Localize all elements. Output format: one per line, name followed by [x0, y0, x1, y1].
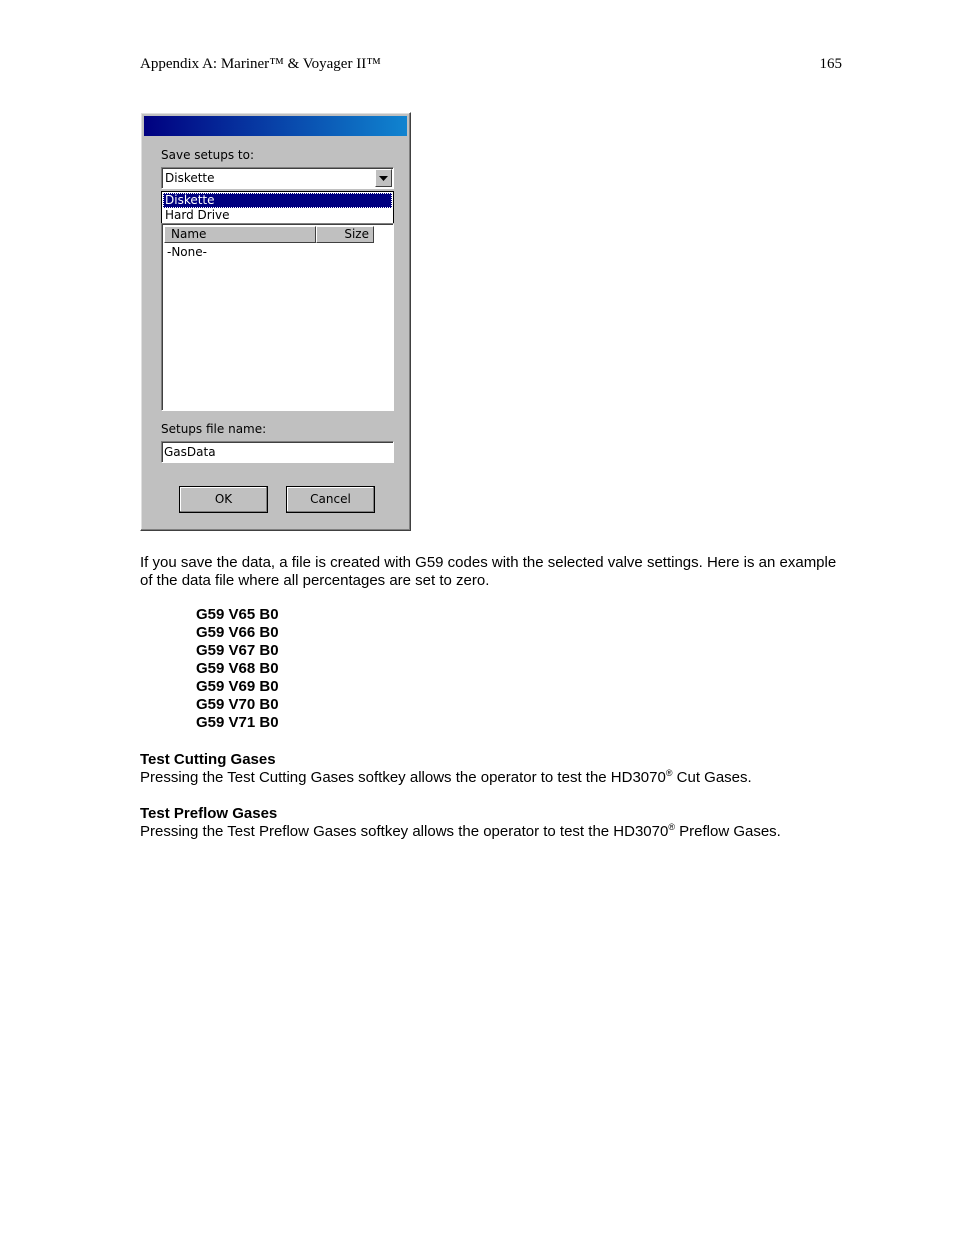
- test-preflow-section: [140, 805, 840, 841]
- code-list: [196, 606, 279, 732]
- intro-paragraph: If you save the data, a file is created with G59 codes with the selected valve settings. Here is an example of the data file where all percentages are set to zero.: [140, 554, 837, 589]
- save-setups-dialog: [140, 112, 411, 531]
- column-header-name[interactable]: Name: [164, 226, 316, 243]
- dropdown-option-hard-drive[interactable]: Hard Drive: [165, 208, 230, 222]
- filename-label: Setups file name:: [161, 422, 267, 436]
- cancel-button[interactable]: Cancel: [286, 486, 375, 513]
- page-number: 165: [819, 56, 842, 72]
- ok-button[interactable]: OK: [179, 486, 268, 513]
- section-heading: Test Preflow Gases: [140, 805, 278, 822]
- dialog-titlebar[interactable]: [144, 116, 407, 136]
- code-line: G59 V69 B0: [196, 678, 279, 695]
- code-line: G59 V65 B0: [196, 606, 279, 623]
- dropdown-option-diskette[interactable]: Diskette: [163, 193, 392, 208]
- save-location-dropdown: [161, 191, 394, 224]
- setups-file-list[interactable]: [161, 223, 394, 411]
- save-location-combo[interactable]: [161, 167, 394, 189]
- section-heading: Test Cutting Gases: [140, 751, 276, 768]
- save-setups-label: Save setups to:: [161, 148, 254, 162]
- list-item[interactable]: -None-: [167, 245, 207, 259]
- code-line: G59 V70 B0: [196, 696, 279, 713]
- code-line: G59 V68 B0: [196, 660, 279, 677]
- test-cutting-section: [140, 751, 840, 787]
- section-text: Pressing the Test Cutting Gases softkey allows the operator to test the HD3070® Cut Gases.: [140, 768, 752, 786]
- chevron-down-icon: [379, 176, 388, 181]
- column-header-size[interactable]: Size: [316, 226, 374, 243]
- page-header: [140, 56, 842, 76]
- code-line: G59 V67 B0: [196, 642, 279, 659]
- code-line: G59 V66 B0: [196, 624, 279, 641]
- code-line: G59 V71 B0: [196, 714, 279, 731]
- filename-input[interactable]: GasData: [161, 441, 394, 463]
- header-title: Appendix A: Mariner™ & Voyager II™: [140, 56, 381, 72]
- combo-value: Diskette: [165, 171, 215, 185]
- section-text: Pressing the Test Preflow Gases softkey allows the operator to test the HD3070® Preflow Gases.: [140, 822, 781, 840]
- dropdown-arrow-button[interactable]: [375, 169, 392, 187]
